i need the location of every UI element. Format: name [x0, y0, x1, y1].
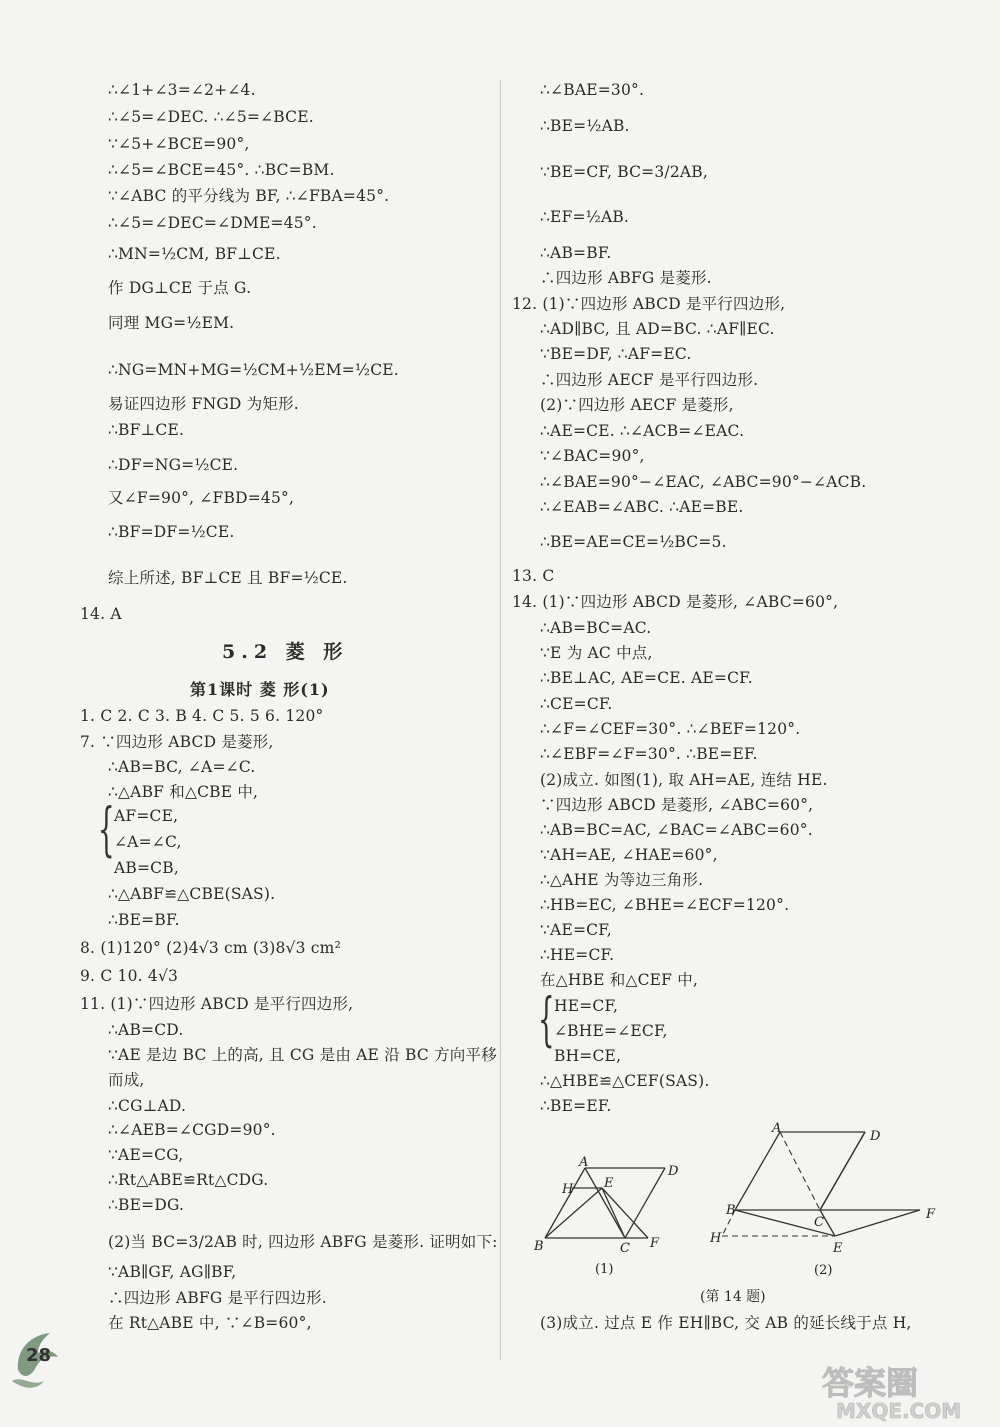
- text-line: 11. (1)∵四边形 ABCD 是平行四边形,: [80, 995, 354, 1013]
- text-line: ∴△AHE 为等边三角形.: [540, 871, 704, 889]
- text-line: ∴BE=½AB.: [540, 117, 630, 135]
- watermark-logo: [812, 1360, 992, 1422]
- text-line: 综上所述, BF⊥CE 且 BF=½CE.: [108, 569, 348, 587]
- text-line: ∴∠5=∠DEC. ∴∠5=∠BCE.: [108, 108, 314, 126]
- text-line: ∴BE=DG.: [108, 1196, 185, 1214]
- fig1-label: E: [604, 1176, 614, 1191]
- watermark-text: 答案圈: [822, 1364, 919, 1402]
- fig2-label: D: [870, 1129, 881, 1144]
- text-line: ∴BE=AE=CE=½BC=5.: [540, 533, 727, 551]
- text-line: 作 DG⊥CE 于点 G.: [108, 279, 252, 297]
- text-line: ∴∠5=∠BCE=45°. ∴BC=BM.: [108, 161, 335, 179]
- text-line: ∴△ABF 和△CBE 中,: [108, 783, 259, 801]
- text-line: ∴Rt△ABE≌Rt△CDG.: [108, 1171, 269, 1189]
- text-line: ∴四边形 ABFG 是平行四边形.: [108, 1289, 327, 1307]
- text-line: (2)∵四边形 AECF 是菱形,: [540, 396, 734, 414]
- figure-14-1: [530, 1155, 690, 1285]
- text-line: (2)当 BC=3/2AB 时, 四边形 ABFG 是菱形. 证明如下:: [108, 1233, 498, 1251]
- text-line: 8. (1)120° (2)4√3 cm (3)8√3 cm²: [80, 939, 341, 957]
- text-line: ∵AE 是边 BC 上的高, 且 CG 是由 AE 沿 BC 方向平移: [108, 1046, 497, 1064]
- text-line: ∵AH=AE, ∠HAE=60°,: [540, 846, 718, 864]
- text-line: ∴BF=DF=½CE.: [108, 523, 235, 541]
- text-line: ∵∠5+∠BCE=90°,: [108, 135, 250, 153]
- text-line: ∴AB=BC=AC, ∠BAC=∠ABC=60°.: [540, 821, 813, 839]
- text-line: ∠A=∠C,: [114, 833, 182, 851]
- text-line: HE=CF,: [554, 997, 619, 1015]
- text-line: ∴CG⊥AD.: [108, 1097, 187, 1115]
- text-line: 12. (1)∵四边形 ABCD 是平行四边形,: [512, 295, 786, 313]
- column-divider: [500, 80, 501, 1360]
- fig1-label: A: [579, 1155, 589, 1170]
- text-line: AF=CE,: [114, 807, 179, 825]
- text-line: ∴NG=MN+MG=½CM+½EM=½CE.: [108, 361, 399, 379]
- fig2-label: F: [926, 1207, 936, 1222]
- text-line: ∴CE=CF.: [540, 695, 613, 713]
- text-line: AB=CB,: [114, 859, 179, 877]
- text-line: ∴DF=NG=½CE.: [108, 456, 239, 474]
- text-line: ∴四边形 ABFG 是菱形.: [540, 269, 712, 287]
- text-line: 在 Rt△ABE 中, ∵∠B=60°,: [108, 1314, 312, 1332]
- text-line: ∵BE=CF, BC=3/2AB,: [540, 163, 708, 181]
- answer-13: 13. C: [512, 567, 555, 585]
- text-line: ∴△ABF≌△CBE(SAS).: [108, 885, 276, 903]
- text-line: ∴∠AEB=∠CGD=90°.: [108, 1121, 276, 1139]
- text-line: ∴BF⊥CE.: [108, 421, 185, 439]
- section-title: 5.2 菱 形: [222, 641, 349, 663]
- text-line: 14. (1)∵四边形 ABCD 是菱形, ∠ABC=60°,: [512, 593, 839, 611]
- brace-icon: {: [538, 985, 555, 1053]
- fig2-caption: (2): [814, 1263, 833, 1278]
- answer-14: 14. A: [80, 605, 122, 623]
- fig1-label: F: [650, 1236, 660, 1251]
- text-line: ∴∠1+∠3=∠2+∠4.: [108, 81, 256, 99]
- text-line: ∵∠ABC 的平分线为 BF, ∴∠FBA=45°.: [108, 187, 390, 205]
- page-number: 28: [26, 1345, 52, 1366]
- brace-icon: {: [98, 795, 115, 863]
- text-line: 易证四边形 FNGD 为矩形.: [108, 395, 299, 413]
- text-line: ∴BE=BF.: [108, 911, 180, 929]
- text-line: ∴∠F=∠CEF=30°. ∴∠BEF=120°.: [540, 720, 801, 738]
- text-line: ∴AB=CD.: [108, 1021, 184, 1039]
- text-line: ∵AB∥GF, AG∥BF,: [108, 1263, 237, 1281]
- text-line: (2)成立. 如图(1), 取 AH=AE, 连结 HE.: [540, 771, 828, 789]
- text-line: ∴∠BAE=30°.: [540, 81, 645, 99]
- text-line: ∴AB=BF.: [540, 244, 612, 262]
- text-line: ∵BE=DF, ∴AF=EC.: [540, 345, 692, 363]
- text-line: ∴AB=BC, ∠A=∠C.: [108, 758, 256, 776]
- figure-14-2: [700, 1118, 950, 1283]
- text-line: ∴△HBE≌△CEF(SAS).: [540, 1072, 710, 1090]
- text-line: ∴HE=CF.: [540, 946, 615, 964]
- fig2-label: B: [726, 1203, 736, 1218]
- text-line: 7. ∵四边形 ABCD 是菱形,: [80, 733, 274, 751]
- fig1-label: H: [562, 1182, 574, 1197]
- text-line: BH=CE,: [554, 1047, 622, 1065]
- text-line: ∴EF=½AB.: [540, 208, 630, 226]
- text-line: ∴AD∥BC, 且 AD=BC. ∴AF∥EC.: [540, 320, 775, 338]
- fig1-label: B: [534, 1239, 544, 1254]
- text-line: ∵四边形 ABCD 是菱形, ∠ABC=60°,: [540, 796, 814, 814]
- text-line: ∴AE=CE. ∴∠ACB=∠EAC.: [540, 422, 745, 440]
- text-line: ∴BE=EF.: [540, 1097, 612, 1115]
- text-line: ∴MN=½CM, BF⊥CE.: [108, 245, 281, 263]
- text-line: ∵AE=CF,: [540, 921, 612, 939]
- text-line: ∠BHE=∠ECF,: [554, 1022, 668, 1040]
- text-line: 1. C 2. C 3. B 4. C 5. 5 6. 120°: [80, 707, 324, 725]
- fig2-label: H: [710, 1231, 722, 1246]
- text-line: ∴∠EAB=∠ABC. ∴AE=BE.: [540, 498, 744, 516]
- text-line: ∴∠EBF=∠F=30°. ∴BE=EF.: [540, 745, 758, 763]
- lesson-title: 第1课时 菱 形(1): [190, 680, 330, 699]
- watermark-url: MXQE.COM: [836, 1399, 962, 1422]
- fig2-label: E: [833, 1241, 843, 1256]
- text-line: ∴∠BAE=90°−∠EAC, ∠ABC=90°−∠ACB.: [540, 473, 867, 491]
- text-line: 而成,: [108, 1071, 145, 1089]
- fig2-label: C: [814, 1215, 824, 1230]
- figure-caption: (第 14 题): [700, 1289, 766, 1305]
- text-line: 又∠F=90°, ∠FBD=45°,: [108, 489, 295, 507]
- text-line: ∴HB=EC, ∠BHE=∠ECF=120°.: [540, 896, 790, 914]
- text-line: (3)成立. 过点 E 作 EH∥BC, 交 AB 的延长线于点 H,: [540, 1314, 912, 1332]
- text-line: ∴四边形 AECF 是平行四边形.: [540, 371, 759, 389]
- text-line: ∵E 为 AC 中点,: [540, 644, 653, 662]
- text-line: ∴∠5=∠DEC=∠DME=45°.: [108, 214, 317, 232]
- text-line: 同理 MG=½EM.: [108, 314, 235, 332]
- text-line: ∵∠BAC=90°,: [540, 447, 645, 465]
- text-line: ∴AB=BC=AC.: [540, 619, 652, 637]
- text-line: 在△HBE 和△CEF 中,: [540, 971, 699, 989]
- fig1-label: C: [620, 1241, 630, 1256]
- text-line: ∴BE⊥AC, AE=CE. AE=CF.: [540, 669, 753, 687]
- text-line: ∵AE=CG,: [108, 1146, 184, 1164]
- fig2-label: A: [772, 1121, 782, 1136]
- text-line: 9. C 10. 4√3: [80, 967, 179, 985]
- fig1-label: D: [668, 1164, 679, 1179]
- fig1-caption: (1): [595, 1262, 614, 1277]
